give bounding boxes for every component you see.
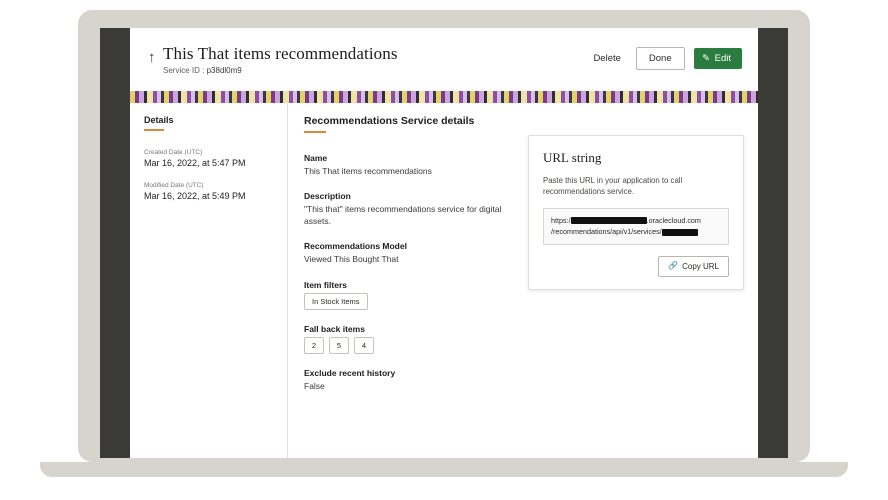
fall-back-chip: 4 [354, 337, 374, 354]
service-id-separator: : [202, 66, 205, 75]
name-label: Name [304, 153, 328, 163]
back-arrow-icon[interactable]: ↑ [148, 49, 156, 66]
edit-button[interactable] [694, 48, 742, 69]
fall-back-chip: 2 [304, 337, 324, 354]
sidebar-heading: Details [144, 115, 174, 125]
exclude-recent-value: False [304, 380, 325, 391]
title-block [163, 44, 398, 75]
name-value: This That items recommendations [304, 166, 432, 176]
edit-button-label: Edit [714, 53, 731, 64]
url-value-box[interactable] [543, 208, 729, 245]
page-title: This That items recommendations [163, 44, 398, 63]
copy-url-row [543, 256, 729, 277]
copy-url-label: Copy URL [682, 261, 719, 271]
fall-back-chip-row [304, 337, 514, 354]
url-redacted-service-id [662, 229, 698, 236]
fall-back-label: Fall back items [304, 323, 365, 334]
description-value: "This that" items recommendations service for digital assets. [304, 204, 502, 226]
application-viewport [130, 28, 758, 458]
copy-url-button[interactable] [658, 256, 729, 277]
field-recommendations-model [304, 241, 514, 265]
model-label: Recommendations Model [304, 241, 407, 252]
item-filters-chip-row [304, 293, 514, 310]
app-body [130, 103, 758, 458]
pencil-icon: ✎ [702, 53, 711, 64]
decorative-banner-band [130, 91, 758, 103]
url-redacted-host [571, 217, 647, 224]
model-value: Viewed This Bought That [304, 254, 399, 265]
service-id-label: Service ID [163, 66, 200, 75]
created-date-value: Mar 16, 2022, at 5:47 PM [144, 158, 246, 168]
item-filter-chip: In Stock Items [304, 293, 368, 310]
content-heading-underline [304, 131, 326, 133]
service-id [163, 66, 398, 75]
main-content [288, 103, 758, 458]
created-date-label: Created Date (UTC) [144, 149, 203, 156]
url-prefix: https:/ [551, 215, 571, 225]
field-name [304, 153, 514, 177]
link-icon: 🔗 [668, 261, 679, 271]
done-button[interactable]: Done [636, 47, 685, 70]
delete-button[interactable]: Delete [587, 48, 626, 69]
service-id-value: p38dl0m9 [206, 66, 242, 75]
url-path: /recommendations/api/v1/services/ [551, 227, 662, 237]
fall-back-chip: 5 [329, 337, 349, 354]
item-filters-label: Item filters [304, 279, 347, 290]
details-sidebar [130, 103, 288, 458]
modified-date-label: Modified Date (UTC) [144, 182, 204, 189]
field-exclude-recent-history [304, 368, 514, 392]
app-header [130, 28, 758, 91]
modified-date-block [144, 182, 273, 201]
laptop-base [40, 462, 848, 477]
sidebar-heading-underline [144, 129, 164, 131]
modified-date-value: Mar 16, 2022, at 5:49 PM [144, 191, 246, 201]
description-label: Description [304, 191, 351, 202]
field-item-filters [304, 280, 514, 310]
url-string-card [528, 135, 744, 290]
content-heading: Recommendations Service details [304, 115, 475, 127]
url-card-title: URL string [543, 150, 602, 165]
field-fall-back-items [304, 324, 514, 354]
url-domain: .oraclecloud.com [646, 215, 701, 225]
created-date-block [144, 149, 273, 168]
field-description [304, 191, 514, 227]
exclude-recent-label: Exclude recent history [304, 367, 396, 378]
header-actions [587, 47, 742, 70]
url-card-description: Paste this URL in your application to call recommendations service. [543, 176, 683, 197]
